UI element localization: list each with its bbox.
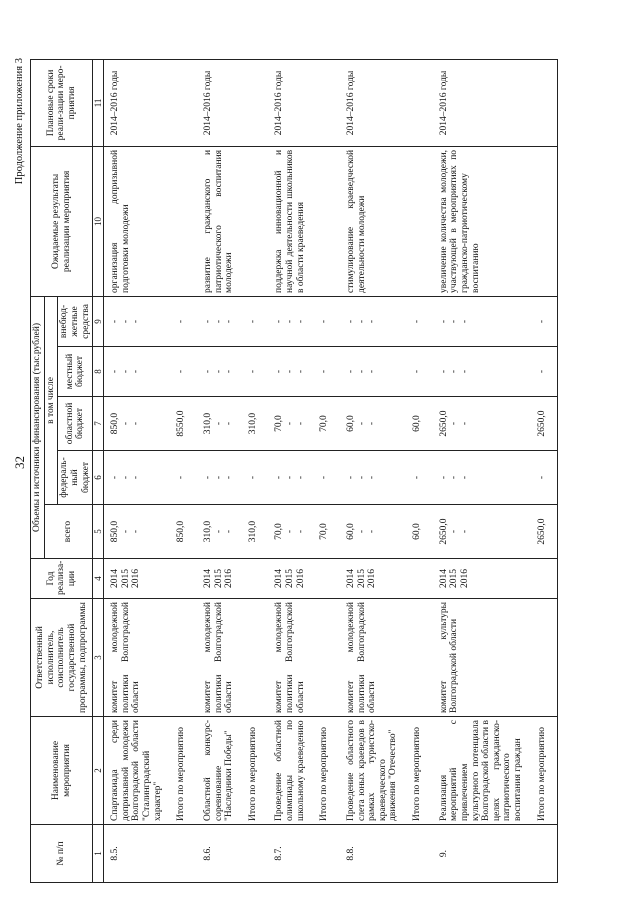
row-regional-value: - xyxy=(131,421,142,426)
row-executor: комитет культуры Волгоградской области xyxy=(433,599,525,717)
row-regional xyxy=(525,397,558,451)
row-executor: комитет молодежной политики Волгоградской области xyxy=(340,599,400,717)
row-total-value: 2650,0 xyxy=(536,518,547,545)
row-extrabudget-value: - xyxy=(449,319,460,324)
row-extrabudget-value: - xyxy=(224,319,235,324)
row-years-value: 2014 xyxy=(345,569,356,588)
row-name: Итого по мероприятию xyxy=(307,717,340,825)
row-result xyxy=(164,146,197,296)
row-local xyxy=(236,347,269,397)
row-federal xyxy=(197,451,236,505)
column-number: 11 xyxy=(93,59,104,146)
row-total-value: - xyxy=(356,529,367,534)
header-num: № п/п xyxy=(31,825,93,883)
row-years-value: 2014 xyxy=(274,569,285,588)
row-regional xyxy=(164,397,197,451)
header-including: в том числе xyxy=(44,296,58,504)
row-federal-value: - xyxy=(110,475,121,480)
row-local-value: - xyxy=(247,369,258,374)
row-extrabudget-value: - xyxy=(285,319,296,324)
row-total xyxy=(525,505,558,559)
row-extrabudget xyxy=(197,296,236,346)
row-name: Проведение областной олимпиады по школьному краеведению xyxy=(268,717,307,825)
row-number: 8.5. xyxy=(104,825,165,883)
row-regional-value: - xyxy=(356,421,367,426)
row-executor xyxy=(525,599,558,717)
header-executor: Ответственный исполнитель, соисполнитель государственной программы, подпрограммы xyxy=(31,599,93,717)
row-local xyxy=(104,347,165,397)
column-number: 9 xyxy=(93,296,104,346)
row-local xyxy=(307,347,340,397)
row-federal xyxy=(525,451,558,505)
table-row xyxy=(268,59,307,882)
row-local-value: - xyxy=(285,369,296,374)
row-total-value: - xyxy=(367,529,378,534)
row-local-value: - xyxy=(131,369,142,374)
row-number xyxy=(236,825,269,883)
column-number: 7 xyxy=(93,397,104,451)
row-extrabudget-value: - xyxy=(536,319,547,324)
row-total-value: - xyxy=(285,529,296,534)
table-row xyxy=(400,59,433,882)
row-name: Реализация мероприятий с привлечением культурного потенциала Волгоградской области в целях гражданско-патриотического воспитания граждан xyxy=(433,717,525,825)
row-years xyxy=(197,559,236,599)
row-federal xyxy=(164,451,197,505)
table-header xyxy=(31,59,104,882)
column-number: 2 xyxy=(93,717,104,825)
row-federal-value: - xyxy=(295,475,306,480)
row-number: 9. xyxy=(433,825,525,883)
header-financing: Объемы и источники финансирования (тыс.рублей) xyxy=(31,296,45,558)
row-local-value: - xyxy=(224,369,235,374)
table-body xyxy=(104,59,558,882)
row-years-value: 2016 xyxy=(459,569,470,588)
row-federal xyxy=(400,451,433,505)
row-local-value: - xyxy=(449,369,460,374)
table-row xyxy=(104,59,165,882)
row-total-value: 60,0 xyxy=(412,523,423,540)
row-regional-value: 310,0 xyxy=(202,412,213,435)
row-result xyxy=(400,146,433,296)
row-local-value: - xyxy=(367,369,378,374)
row-term xyxy=(307,59,340,146)
row-executor: комитет молодежной политики Волгоградской области xyxy=(104,599,165,717)
row-local-value: - xyxy=(319,369,330,374)
row-total xyxy=(236,505,269,559)
row-local-value: - xyxy=(536,369,547,374)
row-total-value: 2650,0 xyxy=(438,518,449,545)
column-number: 1 xyxy=(93,825,104,883)
row-term xyxy=(400,59,433,146)
row-term xyxy=(164,59,197,146)
row-regional xyxy=(400,397,433,451)
row-name: Проведение областного слета юных краеведов в рамках туристско-краеведческого движения "Отечество" xyxy=(340,717,400,825)
table-row xyxy=(340,59,400,882)
row-years xyxy=(307,559,340,599)
row-regional-value: 70,0 xyxy=(274,415,285,432)
row-federal xyxy=(236,451,269,505)
row-federal-value: - xyxy=(536,475,547,480)
table-row xyxy=(236,59,269,882)
row-local-value: - xyxy=(438,369,449,374)
row-federal xyxy=(268,451,307,505)
row-local-value: - xyxy=(202,369,213,374)
row-total-value: 310,0 xyxy=(202,520,213,543)
row-extrabudget xyxy=(307,296,340,346)
row-name: Итого по мероприятию xyxy=(236,717,269,825)
row-result: стимулирование краеведческой деятельности молодежи xyxy=(340,146,400,296)
row-executor xyxy=(307,599,340,717)
row-total-value: 310,0 xyxy=(247,520,258,543)
row-extrabudget-value: - xyxy=(295,319,306,324)
row-regional-value: 60,0 xyxy=(345,415,356,432)
row-total-value: - xyxy=(224,529,235,534)
header-local: местный бюджет xyxy=(58,347,93,397)
row-federal xyxy=(340,451,400,505)
row-years-value: 2015 xyxy=(120,569,131,588)
row-years-value: 2015 xyxy=(356,569,367,588)
row-term: 2014–2016 годы xyxy=(268,59,307,146)
row-extrabudget xyxy=(340,296,400,346)
row-local xyxy=(433,347,525,397)
row-years-value: 2016 xyxy=(367,569,378,588)
row-extrabudget-value: - xyxy=(412,319,423,324)
row-regional-value: - xyxy=(120,421,131,426)
header-name: Наименование мероприятия xyxy=(31,717,93,825)
row-result: увеличение количества молодежи, участвующей в мероприятиях по гражданско-патриотическому воспитанию xyxy=(433,146,525,296)
row-total-value: - xyxy=(131,529,142,534)
row-term: 2014–2016 годы xyxy=(340,59,400,146)
row-extrabudget-value: - xyxy=(274,319,285,324)
row-total xyxy=(340,505,400,559)
column-number: 10 xyxy=(93,146,104,296)
row-number xyxy=(525,825,558,883)
row-extrabudget xyxy=(164,296,197,346)
row-regional-value: 310,0 xyxy=(247,412,258,435)
row-regional-value: 850,0 xyxy=(110,412,121,435)
row-extrabudget-value: - xyxy=(110,319,121,324)
row-regional-value: 8550,0 xyxy=(176,410,187,437)
row-federal-value: - xyxy=(247,475,258,480)
row-regional-value: 2650,0 xyxy=(438,410,449,437)
row-name: Итого по мероприятию xyxy=(525,717,558,825)
row-local xyxy=(400,347,433,397)
row-number: 8.8. xyxy=(340,825,400,883)
row-extrabudget-value: - xyxy=(202,319,213,324)
row-executor xyxy=(164,599,197,717)
row-local-value: - xyxy=(356,369,367,374)
row-extrabudget-value: - xyxy=(120,319,131,324)
row-executor: комитет молодежной политики Волгоградской области xyxy=(268,599,307,717)
row-total-value: - xyxy=(449,529,460,534)
row-local-value: - xyxy=(274,369,285,374)
table-row xyxy=(433,59,525,882)
row-years xyxy=(400,559,433,599)
row-local-value: - xyxy=(110,369,121,374)
row-executor: комитет молодежной политики Волгоградской области xyxy=(197,599,236,717)
table-row xyxy=(197,59,236,882)
row-federal-value: - xyxy=(285,475,296,480)
header-total: всего xyxy=(44,505,93,559)
row-federal-value: - xyxy=(131,475,142,480)
row-extrabudget-value: - xyxy=(247,319,258,324)
row-regional xyxy=(236,397,269,451)
financing-table xyxy=(30,59,558,883)
row-years-value: 2015 xyxy=(285,569,296,588)
row-term: 2014–2016 годы xyxy=(104,59,165,146)
row-regional xyxy=(104,397,165,451)
row-local xyxy=(525,347,558,397)
row-local xyxy=(340,347,400,397)
row-federal-value: - xyxy=(120,475,131,480)
row-federal xyxy=(433,451,525,505)
table-row xyxy=(164,59,197,882)
page-number: 32 xyxy=(12,456,27,469)
row-federal-value: - xyxy=(176,475,187,480)
row-local-value: - xyxy=(176,369,187,374)
row-federal-value: - xyxy=(367,475,378,480)
row-extrabudget xyxy=(104,296,165,346)
row-result xyxy=(525,146,558,296)
table-row xyxy=(307,59,340,882)
column-number: 3 xyxy=(93,599,104,717)
row-federal-value: - xyxy=(224,475,235,480)
row-result xyxy=(307,146,340,296)
column-number: 4 xyxy=(93,559,104,599)
row-local-value: - xyxy=(295,369,306,374)
row-years xyxy=(164,559,197,599)
row-result: поддержка инновационной и научной деятельности школьников в области краеведения xyxy=(268,146,307,296)
row-years-value: 2014 xyxy=(110,569,121,588)
row-regional-value: - xyxy=(459,421,470,426)
row-local-value: - xyxy=(459,369,470,374)
row-years-value: 2016 xyxy=(131,569,142,588)
row-extrabudget-value: - xyxy=(213,319,224,324)
row-regional-value: - xyxy=(224,421,235,426)
row-term: 2014–2016 годы xyxy=(197,59,236,146)
row-term xyxy=(525,59,558,146)
row-regional-value: 60,0 xyxy=(412,415,423,432)
row-years-value: 2014 xyxy=(202,569,213,588)
row-federal-value: - xyxy=(356,475,367,480)
row-regional xyxy=(307,397,340,451)
row-regional xyxy=(268,397,307,451)
row-federal-value: - xyxy=(319,475,330,480)
row-extrabudget-value: - xyxy=(356,319,367,324)
row-federal-value: - xyxy=(213,475,224,480)
row-extrabudget xyxy=(525,296,558,346)
row-regional xyxy=(340,397,400,451)
row-name: Спартакиада среди допризывной молодежи Волгоградской области "Сталинградский характер" xyxy=(104,717,165,825)
header-year: Год реализа-ции xyxy=(31,559,93,599)
row-regional-value: - xyxy=(213,421,224,426)
header-results: Ожидаемые результаты реализации мероприятия xyxy=(31,146,93,296)
row-years-value: 2016 xyxy=(295,569,306,588)
row-local xyxy=(164,347,197,397)
row-result: организация допризывной подготовки молодежи xyxy=(104,146,165,296)
row-federal-value: - xyxy=(274,475,285,480)
row-name: Итого по мероприятию xyxy=(400,717,433,825)
row-extrabudget-value: - xyxy=(176,319,187,324)
row-local xyxy=(268,347,307,397)
row-term: 2014–2016 годы xyxy=(433,59,525,146)
row-federal-value: - xyxy=(438,475,449,480)
row-total xyxy=(104,505,165,559)
row-extrabudget xyxy=(433,296,525,346)
table-row xyxy=(525,59,558,882)
row-years-value: 2015 xyxy=(449,569,460,588)
row-extrabudget-value: - xyxy=(319,319,330,324)
row-federal-value: - xyxy=(345,475,356,480)
row-local-value: - xyxy=(120,369,131,374)
row-local xyxy=(197,347,236,397)
row-result: развитие гражданского и патриотического воспитания молодежи xyxy=(197,146,236,296)
row-total-value: 70,0 xyxy=(319,523,330,540)
row-regional xyxy=(433,397,525,451)
header-regional: областной бюджет xyxy=(58,397,93,451)
row-years xyxy=(104,559,165,599)
row-years xyxy=(340,559,400,599)
row-total-value: - xyxy=(295,529,306,534)
row-extrabudget-value: - xyxy=(131,319,142,324)
column-number: 6 xyxy=(93,451,104,505)
row-extrabudget-value: - xyxy=(345,319,356,324)
column-number: 8 xyxy=(93,347,104,397)
column-number: 5 xyxy=(93,505,104,559)
row-number: 8.6. xyxy=(197,825,236,883)
row-federal-value: - xyxy=(412,475,423,480)
header-federal: федераль-ный бюджет xyxy=(58,451,93,505)
row-total xyxy=(307,505,340,559)
row-extrabudget xyxy=(236,296,269,346)
row-local-value: - xyxy=(213,369,224,374)
row-regional-value: - xyxy=(367,421,378,426)
row-executor xyxy=(400,599,433,717)
row-number xyxy=(164,825,197,883)
row-extrabudget-value: - xyxy=(367,319,378,324)
row-regional-value: 70,0 xyxy=(319,415,330,432)
header-extrabudget: внебюд-жетные средства xyxy=(58,296,93,346)
row-federal xyxy=(307,451,340,505)
row-regional-value: - xyxy=(295,421,306,426)
row-federal-value: - xyxy=(449,475,460,480)
row-extrabudget-value: - xyxy=(459,319,470,324)
row-name: Итого по мероприятию xyxy=(164,717,197,825)
row-number xyxy=(307,825,340,883)
row-federal-value: - xyxy=(459,475,470,480)
row-years-value: 2014 xyxy=(438,569,449,588)
row-total xyxy=(268,505,307,559)
row-years-value: 2016 xyxy=(224,569,235,588)
row-total xyxy=(164,505,197,559)
row-federal-value: - xyxy=(202,475,213,480)
row-regional xyxy=(197,397,236,451)
row-number: 8.7. xyxy=(268,825,307,883)
row-local-value: - xyxy=(412,369,423,374)
row-name: Областной конкурс-соревнование "Наследники Победы" xyxy=(197,717,236,825)
row-total xyxy=(433,505,525,559)
row-regional-value: - xyxy=(285,421,296,426)
row-regional-value: - xyxy=(449,421,460,426)
row-total-value: - xyxy=(120,529,131,534)
row-extrabudget xyxy=(400,296,433,346)
row-total-value: 850,0 xyxy=(110,520,121,543)
row-years xyxy=(433,559,525,599)
row-term xyxy=(236,59,269,146)
row-total xyxy=(197,505,236,559)
header-terms: Плановые сроки реали-зации меро-приятия xyxy=(31,59,93,146)
row-extrabudget-value: - xyxy=(438,319,449,324)
row-executor xyxy=(236,599,269,717)
row-result xyxy=(236,146,269,296)
row-years xyxy=(525,559,558,599)
row-years xyxy=(236,559,269,599)
row-extrabudget xyxy=(268,296,307,346)
column-number-row xyxy=(93,59,104,882)
row-years xyxy=(268,559,307,599)
row-number xyxy=(400,825,433,883)
row-total xyxy=(400,505,433,559)
continuation-label: Продолжение приложения 3 xyxy=(14,58,25,185)
row-total-value: 60,0 xyxy=(345,523,356,540)
row-total-value: - xyxy=(459,529,470,534)
row-regional-value: 2650,0 xyxy=(536,410,547,437)
row-local-value: - xyxy=(345,369,356,374)
row-federal xyxy=(104,451,165,505)
row-total-value: 70,0 xyxy=(274,523,285,540)
row-total-value: 850,0 xyxy=(176,520,187,543)
row-years-value: 2015 xyxy=(213,569,224,588)
row-total-value: - xyxy=(213,529,224,534)
